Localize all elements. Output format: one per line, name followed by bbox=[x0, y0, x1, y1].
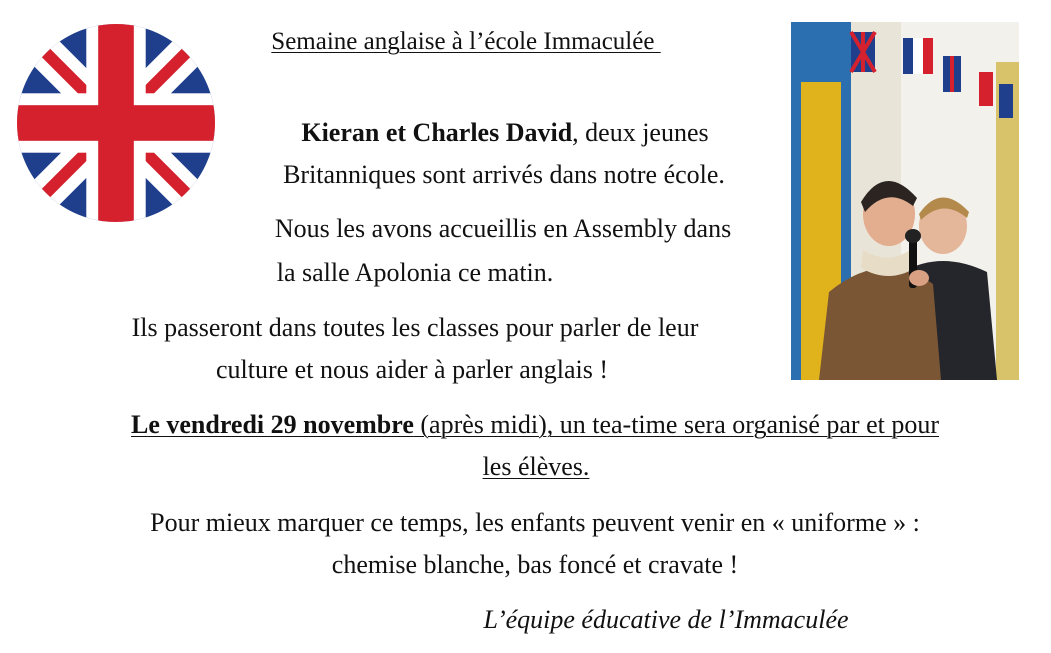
signature: L’équipe éducative de l’Immaculée bbox=[483, 605, 849, 634]
student-names: Kieran et Charles David bbox=[301, 118, 573, 147]
intro-line-1: Kieran et Charles David, deux jeunes bbox=[301, 118, 709, 147]
assembly-line-2: la salle Apolonia ce matin. bbox=[276, 258, 554, 287]
uniform-line-1: Pour mieux marquer ce temps, les enfants peuvent venir en « uniforme » : bbox=[150, 508, 920, 537]
page-title: Semaine anglaise à l’école Immaculée bbox=[271, 28, 655, 55]
intro-line-2: Britanniques sont arrivés dans notre école. bbox=[283, 160, 725, 189]
assembly-line-1: Nous les avons accueillis en Assembly dans bbox=[274, 214, 732, 243]
teatime-line-1: Le vendredi 29 novembre (après midi), un tea-time sera organisé par et pour bbox=[131, 410, 939, 439]
uniform-line-2: chemise blanche, bas foncé et cravate ! bbox=[331, 550, 739, 579]
classes-line-1: Ils passeront dans toutes les classes pour parler de leur bbox=[131, 313, 699, 342]
uk-flag-icon bbox=[17, 24, 215, 222]
students-photo bbox=[791, 22, 1019, 380]
teatime-line-2: les élèves. bbox=[482, 452, 590, 481]
teatime-date: Le vendredi 29 novembre bbox=[131, 410, 414, 439]
classes-line-2: culture et nous aider à parler anglais ! bbox=[216, 355, 608, 384]
